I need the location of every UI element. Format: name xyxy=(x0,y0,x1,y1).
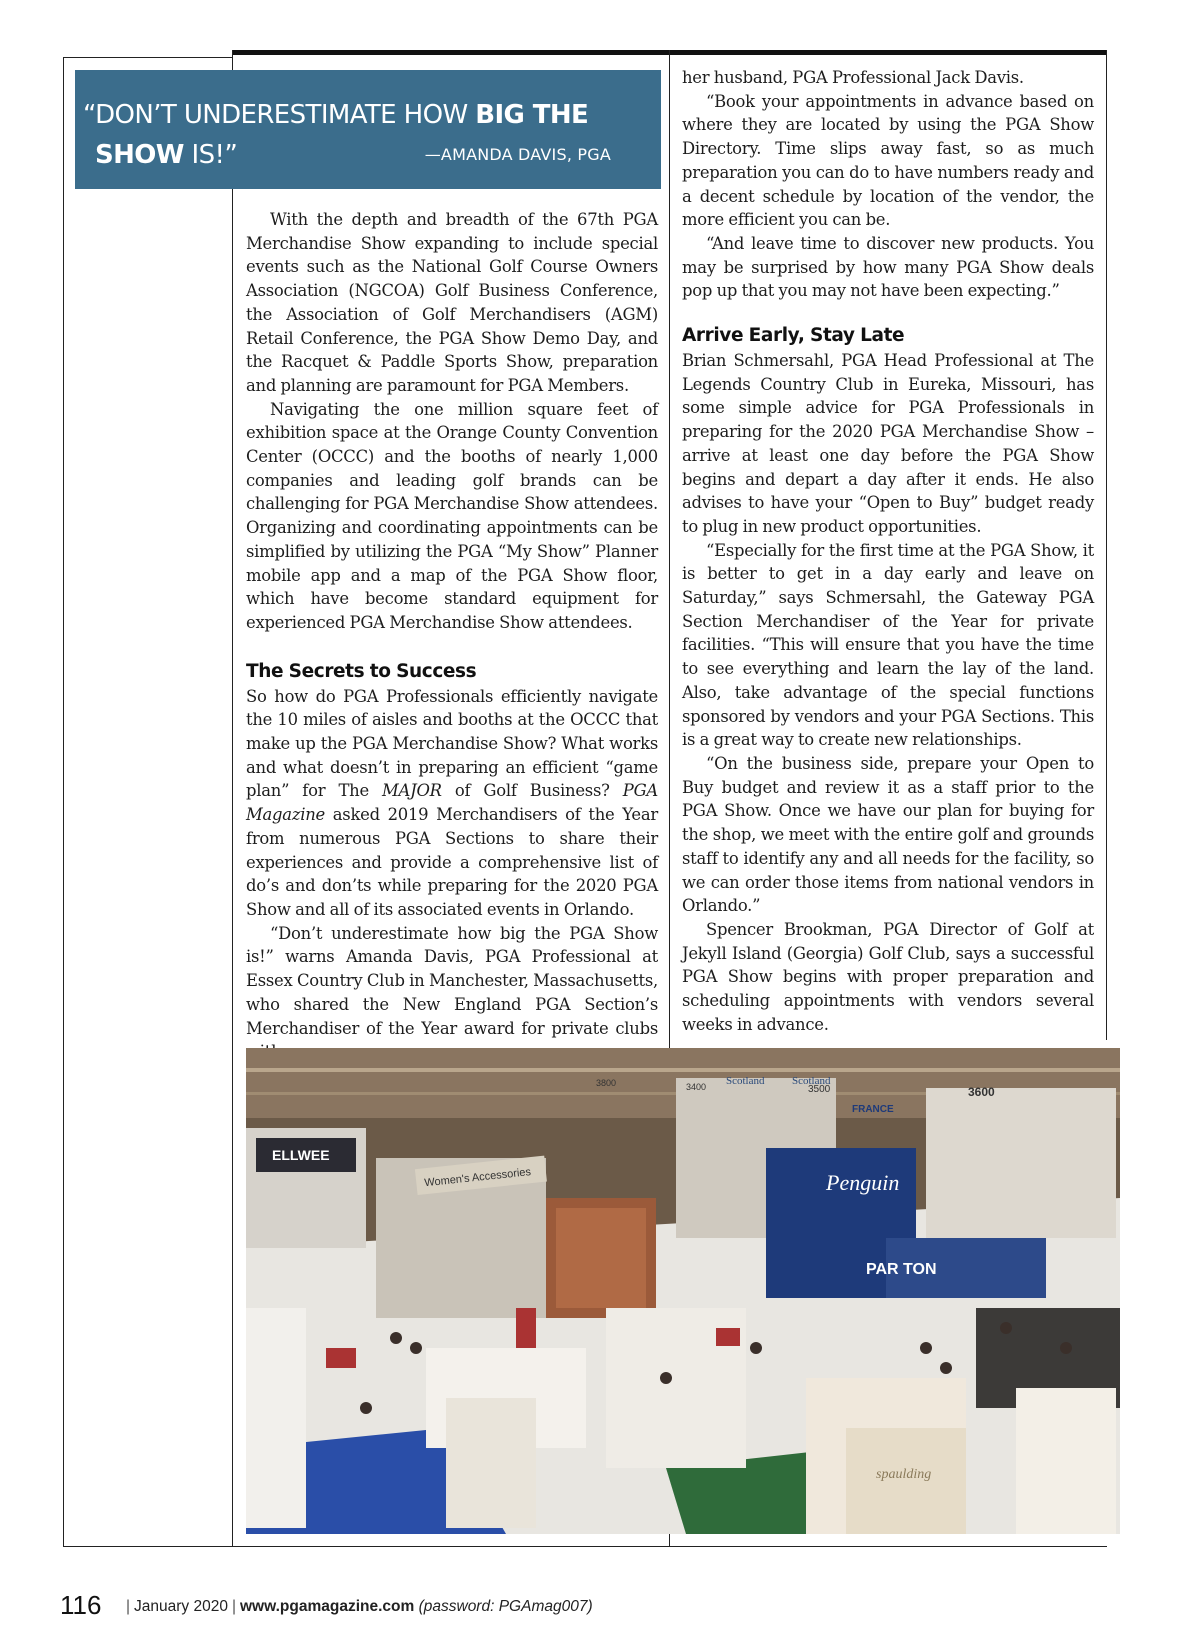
paragraph: “Don’t underestimate how big the PGA Show is!” warns Amanda Davis, PGA Professional at Essex Country Club in Manchester, Massachusetts, who shared the New England PGA Section’s Merchandiser of the Year award for private clubs xyxy=(246,923,658,1038)
booth-3800: 3800 xyxy=(596,1078,617,1088)
paragraph: “Especially for the first time at the PGA Show, it is better to get in a day early and leave on Saturday,” says Schmersahl, the Gateway PGA Section Merchandiser of the Year for private facilities. “This will ensure that you have the time to see everything and learn the lay of the land. Also, take advantage of the special functions sponsored by vendors and your PGA Sections. This is a great way to create new relationships. xyxy=(682,540,1094,750)
page-number: 116 xyxy=(60,1590,102,1620)
paragraph: “Book your appointments in advance based on where they are located by using the PGA Show Directory. Time slips away fast, so as much preparation you can do to have numbers ready and a decent schedule by location of the vendor, the more efficient you can be. xyxy=(682,91,1094,230)
paragraph: “On the business side, prepare your Open to Buy budget and review it as a staff prior to the PGA Show. Once we have our plan for buying for the shop, we meet with the entire golf and grounds staff to identify any and all needs for the facility, so we can order those items from national vendors in Orlando.” xyxy=(682,753,1094,916)
pull-quote-line-1: “DON’T UNDERESTIMATE HOW BIG THE xyxy=(83,100,589,130)
booth-3500: 3500 xyxy=(808,1084,831,1095)
footer-date: January 2020 xyxy=(134,1598,228,1615)
sign-womens-accessories: Women's Accessories xyxy=(423,1166,532,1190)
right-frame-line xyxy=(1106,50,1107,1040)
sign-ellwee: ELLWEE xyxy=(272,1147,330,1163)
sign-scotland-2: Scotland xyxy=(792,1075,831,1087)
pull-quote-attribution: —AMANDA DAVIS, PGA xyxy=(424,145,611,164)
booth-3400: 3400 xyxy=(686,1082,707,1092)
paragraph: Brian Schmersahl, PGA Head Professional at The Legends Country Club in Eureka, Missouri, has some simple advice for PGA Professionals in preparing for the 2020 PGA Merchandise Show – arrive at least one day before the PGA Show begins and depart a day after it ends. He also advises to have your “Open to Buy” budget ready to plug in new product opportunities. xyxy=(682,351,1094,536)
pull-quote xyxy=(75,70,661,189)
pull-quote-line-2: SHOW IS!” xyxy=(95,140,238,170)
paragraph: her husband, PGA Professional Jack Davis. xyxy=(682,68,1024,87)
column-rule-left xyxy=(232,50,233,1547)
sign-par-ton: PAR TON xyxy=(866,1261,937,1278)
section-heading: Arrive Early, Stay Late xyxy=(682,325,905,347)
page-footer: | January 2020 | www.pgamagazine.com (password: PGAmag007) xyxy=(126,1598,593,1615)
paragraph: With the depth and breadth of the 67th PGA Merchandise Show expanding to include special events such as the National Golf Course Owners Association (NGCOA) Golf Business Conference, the Association of Golf Merchandisers (AGM) Retail Conference, the PGA Show Demo Day, and the Racquet & Paddle Sports Show, preparation and planning are paramount for PGA Members. xyxy=(246,210,658,395)
left-frame-top xyxy=(63,57,233,58)
sign-penguin: Penguin xyxy=(826,1170,900,1195)
trade-show-photo xyxy=(246,1048,1120,1534)
paragraph: Navigating the one million square feet of exhibition space at the Orange County Convention Center (OCCC) and the booths of nearly 1,000 companies and leading golf brands can be challenging for PGA Merchandise Show attendees. Organizing and coordinating appointments can be simplified by utilizing the PGA “My Show” Planner mobile app and a map of the PGA Show floor, which have become standard equipment for experienced PGA Merchandise Show attendees. xyxy=(246,399,658,632)
footer-url[interactable]: www.pgamagazine.com xyxy=(240,1598,415,1615)
left-column xyxy=(246,208,658,1064)
paragraph: Spencer Brookman, PGA Director of Golf at Jekyll Island (Georgia) Golf Club, says a successful PGA Show begins with proper preparation and scheduling appointments with vendors several weeks in advance. xyxy=(682,919,1094,1034)
paragraph: So how do PGA Professionals efficiently navigate the 10 miles of aisles and booths at the OCCC that make up the PGA Merchandise Show? What works and what doesn’t in preparing an efficient “game plan” for The MAJOR of Golf Business? PGA Magazine asked 2019 Merchandisers of the Year from numerous PGA Sections to share their experiences and provide a comprehensive list of do’s and don’ts while preparing for the 2020 PGA Show and all of its associated events in Orlando. xyxy=(246,686,659,919)
trade-show-floor-illustration xyxy=(246,1048,1120,1534)
section-heading: The Secrets to Success xyxy=(246,660,477,682)
bottom-frame-line xyxy=(63,1546,1107,1547)
sign-spaulding: spaulding xyxy=(876,1467,932,1482)
footer-password: (password: PGAmag007) xyxy=(418,1598,593,1615)
booth-3600: 3600 xyxy=(968,1085,995,1099)
right-column xyxy=(682,66,1094,1036)
sign-scotland-1: Scotland xyxy=(726,1075,765,1087)
sign-france: FRANCE xyxy=(852,1104,894,1115)
left-frame-line xyxy=(63,57,64,1547)
paragraph: “And leave time to discover new products. You may be surprised by how many PGA Show deals pop up that you may not have been expecting.” xyxy=(682,233,1094,301)
